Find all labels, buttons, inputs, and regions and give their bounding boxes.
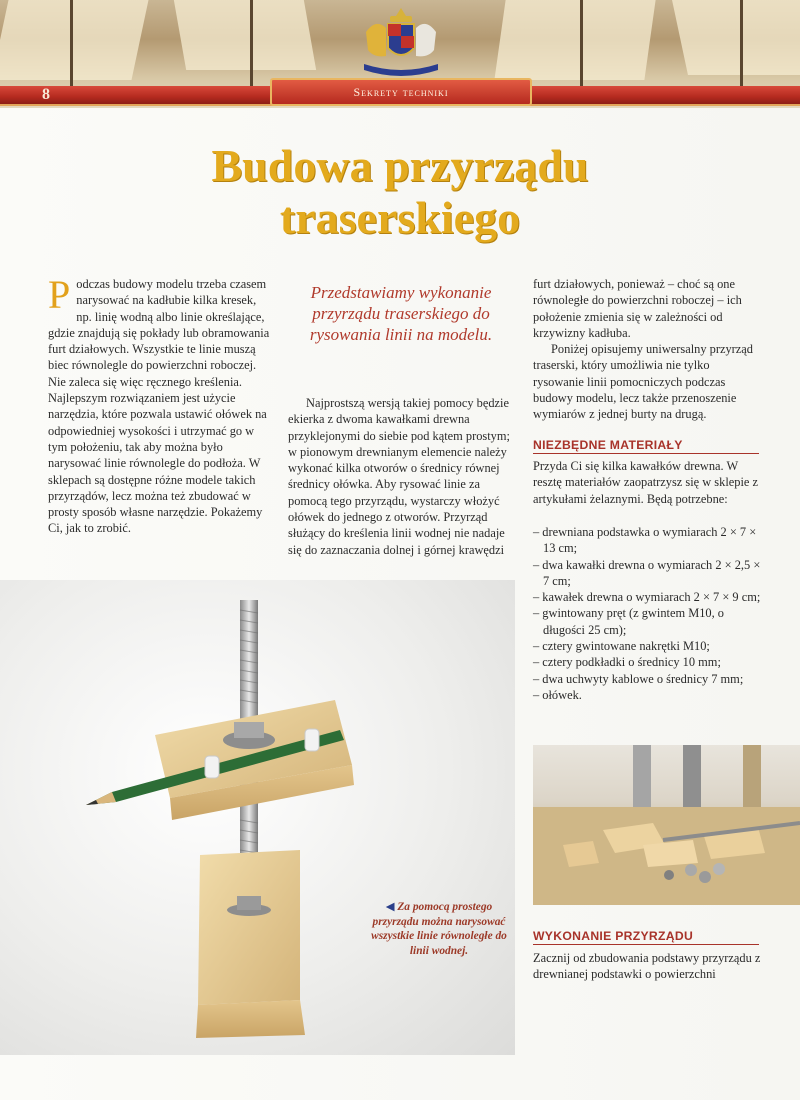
list-item: – dwa kawałki drewna o wymiarach 2 × 2,5 × 7 cm; [533,557,763,590]
list-item: – drewniana podstawka o wymiarach 2 × 7 × 13 cm; [533,524,763,557]
materials-heading-label: NIEZBĘDNE MATERIAŁY [533,438,683,452]
sail-image [0,0,149,80]
column-3 [533,276,763,423]
header-banner [0,0,800,112]
sail-image [672,0,800,75]
list-item: – dwa uchwyty kablowe o średnicy 7 mm; [533,671,763,687]
column-1 [48,272,270,537]
materials-list [533,524,763,703]
list-item: – ołówek. [533,687,763,703]
mast-line [580,0,583,90]
construction-text: Zacznij od zbudowania podstawy przyrządu z drewnianej podstawki o powierzchni [533,951,761,982]
body-text: Najprostszą wersją takiej pomocy będzie ekierka z dwoma kawałkami drewna przyklejonymi do siebie pod kątem prostym; w pionowym drewnianym elemencie należy wykonać kilka otworów o średnicy równej średnicy ołówka. Aby rysować linie za pomocą tego przyrządu, wystarczy włożyć ołówek do jednego z otworów. Przyrząd służący do kreślenia linii wodnej nie nadaje się do zaznaczania dolnej i górnej krawędzi [288,396,510,557]
materials-photo [533,745,800,905]
caption-arrow-icon: ◀ [385,901,395,913]
sail-image [494,0,655,80]
body-text: furt działowych, ponieważ – choć są one równoległe do powierzchni roboczej – ich położenie zmienia się w zależności od krzywizny kadłuba. [533,277,742,340]
mast-line [740,0,743,90]
list-item: – gwintowany pręt (z gwintem M10, o długości 25 cm); [533,605,763,638]
construction-heading-label: WYKONANIE PRZYRZĄDU [533,929,694,943]
article-title: Budowa przyrządu traserskiego [211,140,589,243]
sail-image [174,0,316,70]
mast-line [250,0,253,90]
column-2 [288,395,514,558]
tool-photo [0,580,515,1055]
materials-heading [533,438,759,454]
materials-intro: Przyda Ci się kilka kawałków drewna. W resztę materiałów zaopatrzysz się w sklepie z artykułami żelaznymi. Będą potrzebne: [533,459,758,506]
drop-cap: P [48,272,71,317]
materials-illustration [533,745,800,905]
construction-heading [533,929,759,945]
scribing-tool-illustration [0,580,515,1055]
list-item: – cztery podkładki o średnicy 10 mm; [533,654,763,670]
photo-caption [370,900,508,958]
list-item: – cztery gwintowane nakrętki M10; [533,638,763,654]
body-text: Poniżej opisujemy uniwersalny przyrząd traserski, który umożliwia nie tylko rysowanie linii pomocniczych podczas budowy modelu, lecz także przenoszenie wymiarów z jednej burty na drugą. [533,342,753,422]
lead-paragraph: Przedstawiamy wykonanie przyrządu traserskiego do rysowania linii na modelu. [309,283,493,344]
mast-line [70,0,73,90]
section-title: Sekrety techniki [270,78,532,106]
list-item: – kawałek drewna o wymiarach 2 × 7 × 9 cm; [533,589,763,605]
royal-crest-icon [346,4,456,78]
body-text: odczas budowy modelu trzeba czasem narysować na kadłubie kilka kresek, np. linię wodną albo linie określające, gdzie znajdują się pokłady lub obramowania furt działowych. Wszystkie te linie muszą biec równolegle do powierzchni roboczej. Nie zaleca się więc ręcznego kreślenia. Najlepszym rozwiązaniem jest użycie narzędzia, które pozwala ustawić ołówek na odpowiedniej wysokości i utrzymać go w tym położeniu, tak aby można było narysować linie równolegle do podłoża. W sklepach są dostępne różne modele takich przyrządów, lecz można też zbudować w prosty sposób własne narzędzie. Pokażemy Ci, jak to zrobić. [48,277,270,536]
caption-text: Za pomocą prostego przyrządu można narysować wszystkie linie równoległe do linii wodnej. [371,901,507,957]
page-number: 8 [42,86,50,103]
